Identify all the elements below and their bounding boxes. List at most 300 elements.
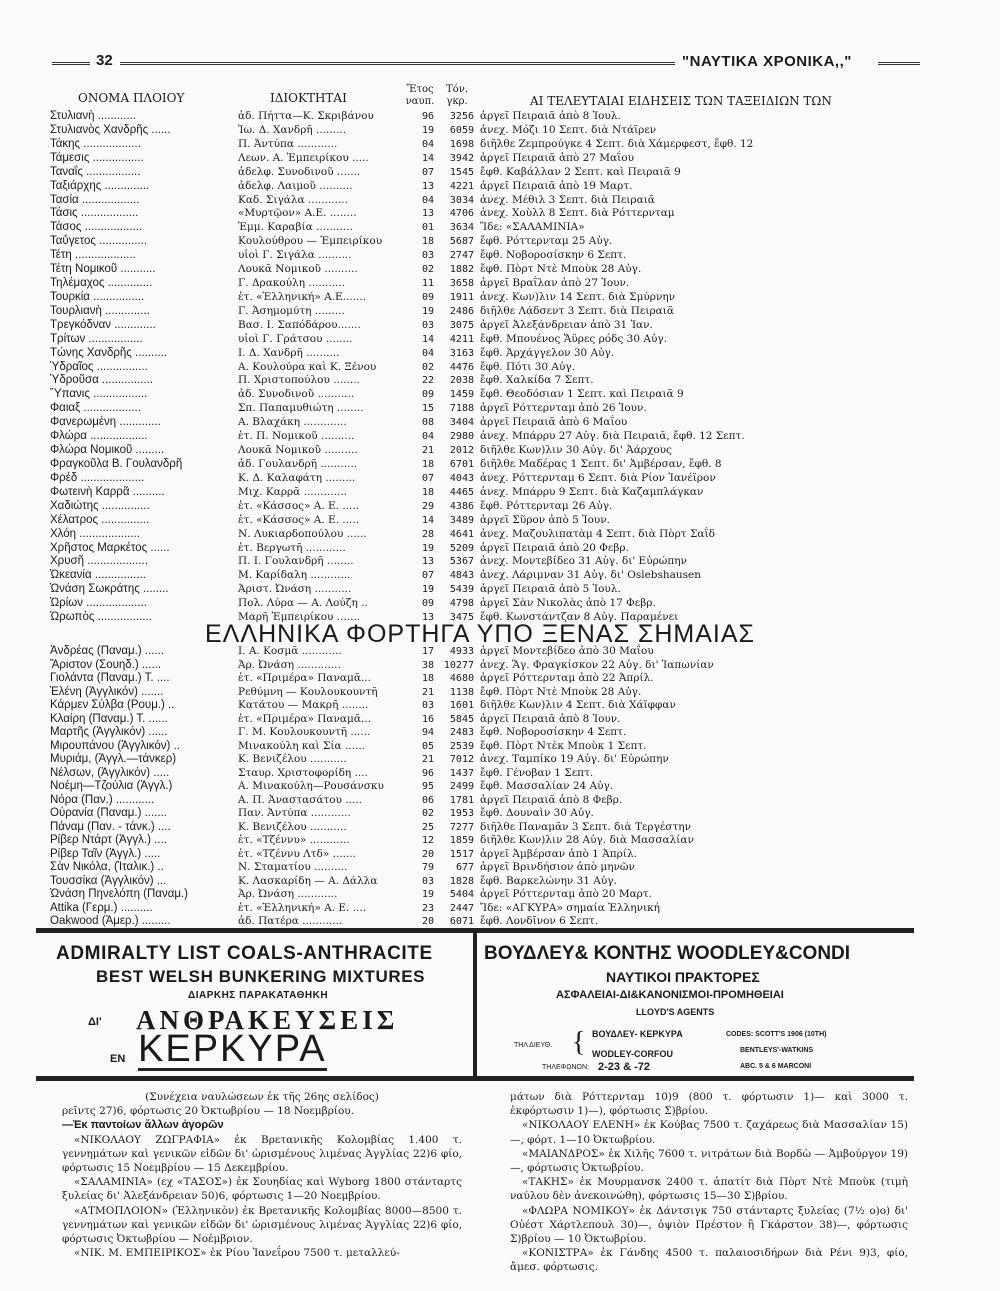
ship-news: ἀργεῖ Πειραιᾶ ἀπὸ 8 Ἰουλ. (480, 110, 621, 122)
ship-name: Τουσσίκα (Ἀγγλικόν) ... (50, 874, 167, 887)
ship-year: 03 (421, 700, 434, 711)
ship-year: 09 (421, 291, 434, 303)
table-row (0, 373, 1000, 388)
table-row (0, 568, 1000, 583)
ship-news: ἀργεῖ Βρινδήσιον ἀπὸ μηνῶν (480, 861, 635, 873)
ship-tons: 3475 (449, 612, 474, 624)
ship-owner: ἑτ. Π. Νομικοῦ .......... (238, 430, 355, 443)
ship-news: ἀργεῖ Ρόττερνταμ ἀπὸ 22 Ἀπρίλ. (480, 672, 654, 684)
ship-owner: ἀδ. Συνοδινοῦ ........... (238, 388, 355, 401)
table-row (0, 109, 1000, 124)
ship-owner: Ἐμμ. Καραβία ........... (238, 221, 353, 234)
ship-year: 19 (421, 584, 434, 596)
ship-name: Μιρουπάνου (Ἀγγλικόν) .. (50, 739, 180, 752)
table-row (0, 596, 1000, 611)
table-row (0, 415, 1000, 430)
ship-news: ἔφθ. Νοβοροσίσκην 6 Σεπτ. (480, 249, 627, 262)
table-row (0, 443, 1000, 458)
ship-name: Ὠνάση Πηνελόπη (Παναμ.) (50, 888, 188, 900)
table-row (0, 165, 1000, 180)
ship-owner: Μινακούλη καὶ Σία ...... (238, 739, 365, 752)
ship-year: 18 (421, 236, 434, 248)
ship-name: Τασία .................. (50, 193, 140, 206)
ad-phone: 2-23 & -72 (598, 1061, 650, 1073)
ship-name: Ὡρωπὸς ................. (50, 611, 152, 624)
table-row (0, 485, 1000, 500)
ship-owner: ἑτ. «Τζέννυ Λτδ» ....... (238, 847, 357, 860)
ship-name: Φλώρα .................. (50, 430, 148, 443)
ship-tons: 3034 (449, 194, 474, 206)
ad-divider (473, 933, 477, 1076)
table-row (0, 248, 1000, 263)
ship-tons: 3942 (449, 152, 474, 164)
ship-name: Γιολάντα (Παναμ.) Τ. .... (50, 672, 170, 684)
ship-news: ἀργεῖ Σῦρον ἀπὸ 5 Ἰουν. (480, 513, 611, 526)
ad-codes-2: BENTLEYS'-WATKINS (740, 1047, 814, 1054)
ship-year: 21 (421, 445, 434, 457)
ship-year: 03 (421, 250, 434, 262)
table-row (0, 276, 1000, 291)
ship-year: 04 (421, 431, 434, 443)
ship-owner: ἑτ. Βεργωτῆ ............ (238, 541, 346, 554)
ship-year: 19 (421, 889, 434, 900)
ship-news: ἀνεχ. Λάριμναν 31 Αὐγ. δι' Oslebshausen (480, 569, 702, 582)
table-row (0, 554, 1000, 569)
ship-year: 03 (421, 319, 434, 331)
ship-tons: 4043 (449, 472, 474, 484)
table-row (0, 457, 1000, 472)
ship-name: Ὑδροῦσα ................ (50, 374, 154, 387)
ship-owner: Κ. Λασκαρίδη — Α. Δάλλα (238, 874, 378, 887)
ship-tons: 7277 (449, 821, 474, 833)
table-row (0, 429, 1000, 444)
ship-year: 18 (421, 486, 434, 498)
ship-tons: 1828 (449, 875, 474, 887)
ship-owner: Ἀριστ. Ὠνάση ........... (238, 583, 352, 596)
ship-year: 19 (421, 124, 434, 136)
article-right-p4: «ΤΑΚΗΣ» ἐκ Μουρμανσκ 2400 τ. ἀπατίτ διὰ Πὸρτ Ντὲ Μποὺκ (τιμὴ ναύλου δὲν ἀνεκοινώθη), φόρτωσις 15—30 Σ)βρίου. (510, 1176, 908, 1203)
ship-owner: υἱοὶ Γ. Γράτσου ........ (238, 332, 353, 345)
ship-owner: Α. Βλαχάκη ............. (238, 416, 347, 429)
ship-name: Τάμεσις ................ (50, 151, 144, 164)
ship-name: Νόρα (Παν.) ............ (50, 793, 155, 806)
ship-year: 07 (421, 570, 434, 582)
ship-news: ἀργεῖ Ρόττερνταμ ἀπὸ 26 Ἰουν. (480, 402, 647, 415)
ship-year: 94 (421, 727, 434, 738)
ship-year: 02 (421, 808, 434, 819)
ad-address-2: WODLEY-CORFOU (592, 1049, 673, 1059)
article-right-p6: «ΚΟΝΙΣΤΡΑ» ἐκ Γάνδης 4500 τ. παλαιοσιδήρων διὰ Ρένι 9)3, φίο, ἄμεσ. φόρτωσις. (510, 1247, 908, 1274)
table-row (0, 137, 1000, 152)
ship-owner: Κατάτου — Μακρῆ ........ (238, 699, 369, 711)
ship-year: 09 (421, 389, 434, 401)
page-number: 32 (96, 52, 113, 69)
ship-tons: 1698 (449, 138, 474, 150)
ship-name: Σὰν Νικόλα, (Ἰταλικ.) .. (50, 861, 164, 873)
ship-name: Τουρλιανὴ .............. (50, 304, 150, 317)
col-header-year-line2: ναυπ. (405, 96, 435, 107)
ship-name: Τρίτων ................. (50, 332, 143, 345)
header-rule-left (52, 62, 90, 65)
ship-owner: ἀδελφ. Λαιμοῦ .......... (238, 179, 353, 192)
ship-year: 96 (421, 111, 434, 122)
ship-tons: 3163 (449, 347, 474, 359)
ad-admiralty-line1: ADMIRALTY LIST COALS-ANTHRACITE (56, 943, 433, 964)
ship-tons: 5439 (449, 584, 474, 596)
ship-year: 95 (421, 781, 434, 792)
ship-tons: 2012 (449, 445, 474, 457)
ship-news: ἀνεχ. Μπάρρυ 9 Σεπτ. διὰ Καζαμπλάγκαν (480, 485, 704, 498)
ship-owner: Γ. Μ. Κουλουκουντῆ ...... (238, 726, 371, 738)
ship-owner: Κουλούθρου — Ἐμπειρίκου (238, 235, 383, 248)
ship-year: 13 (421, 612, 434, 624)
ship-news: ἔφθ. Ἀρχάγγελον 30 Αὐγ. (480, 346, 615, 359)
ship-year: 04 (421, 138, 434, 150)
ship-news: ἔφθ. Πὸρτ Ντὲ Μποὺκ 28 Αὐγ. (480, 685, 642, 698)
ship-year: 28 (421, 528, 434, 540)
ship-name: Φαιαξ .................. (50, 402, 141, 415)
ship-name: Στυλιανὴ ............ (50, 110, 137, 122)
ship-name: Ὠκεανία ................ (50, 569, 146, 582)
ship-owner: Σπ. Παπαμυθιώτη ........ (238, 402, 364, 415)
ship-name: Πάναμ (Παν. - τάνκ.) .... (50, 820, 171, 833)
ship-news: ἔφθ. Λονδῖνον 6 Σεπτ. (480, 915, 599, 927)
ship-year: 02 (421, 264, 434, 276)
ad-kerkyra: ΚΕΡΚΥΡΑ (138, 1028, 327, 1070)
ship-year: 14 (421, 152, 434, 164)
ship-name: Τέτη Νομικοῦ ........... (50, 263, 156, 276)
ship-tons: 2483 (449, 727, 474, 738)
ship-name: Τρεγκόδναν ............. (50, 318, 156, 331)
table-row (0, 914, 1000, 929)
article-right-p3: «ΜΑΙΑΝΔΡΟΣ» ἐκ Χιλῆς 7600 τ. νιτράτων διὰ Βορδὼ — Ἀμβούργον 19)—, φόρτωσις Ὀκτωβρίου. (510, 1147, 908, 1175)
ship-owner: ἀδ. Πατέρα ............ (238, 915, 343, 927)
ship-tons: 7188 (449, 403, 474, 415)
table-row (0, 401, 1000, 416)
header-rule-center (120, 62, 675, 65)
ship-year: 16 (421, 713, 434, 725)
ship-year: 96 (421, 767, 434, 779)
ship-news: Ἴδε: «ΑΓΚΥΡΑ» σημαία Ἑλληνική (480, 901, 660, 914)
ship-owner: ἑτ. «Τζέννυ» ............ (238, 834, 350, 846)
ship-name: Ρίβερ Ταῖν (Ἀγγλ.) ..... (50, 847, 161, 860)
article-right-column (510, 1090, 908, 1275)
ship-news: ἔφθ. Δουναὶν 30 Αὐγ. (480, 807, 594, 819)
ship-news: ἔφθ. Πὸρτ Ντὲκ Μποὺκ 1 Σεπτ. (480, 739, 647, 752)
ship-owner: Ν. Σταματίου .......... (238, 861, 348, 873)
table-row (0, 220, 1000, 235)
ship-year: 04 (421, 347, 434, 359)
ship-name: Τάσις .................. (50, 207, 139, 220)
ship-name: Τηλέμαχος .............. (50, 277, 153, 290)
ship-owner: Γ. Ἀσημομύτη ......... (238, 304, 345, 317)
masthead: "ΝΑΥΤΙΚΑ ΧΡΟΝΙΚΑ,," (682, 53, 852, 70)
article-left-p5: «ΝΙΚ. Μ. ΕΜΠΕΙΡΙΚΟΣ» ἐκ Ρίου Ἰανεΐρου 7500 τ. μεταλλεύ- (74, 1247, 400, 1260)
ship-name: Μαρτῆς (Ἀγγλικόν) ...... (50, 726, 168, 738)
ship-tons: 1882 (449, 264, 474, 276)
ad-phone-label: ΤΗΛΕΦΩΝΟΝ: (542, 1064, 589, 1071)
advertisement-band (36, 928, 914, 1081)
ad-codes-3: ABC. 5 & 6 MARCONI (740, 1063, 812, 1070)
ship-news: ἀνεχ. Μόζι 10 Σεπτ. διὰ Ντάϊρεν (480, 123, 657, 136)
ship-owner: Π. Ι. Γουλανδρῆ ........ (238, 555, 354, 568)
ship-news: διῆλθε Παναμᾶν 3 Σεπτ. διὰ Τεργέστην (480, 820, 691, 833)
ship-name: Κάρμεν Σύλβα (Ρουμ.) .. (50, 699, 175, 711)
ship-news: ἔφθ. Γένοβαν 1 Σεπτ. (480, 766, 594, 779)
ship-tons: 3489 (449, 514, 474, 526)
ship-news: ἀργεῖ Πειραιᾶ ἀπὸ 5 Ἰουλ. (480, 583, 621, 596)
ship-tons: 3256 (449, 111, 474, 122)
table-row (0, 387, 1000, 402)
ship-year: 11 (421, 278, 434, 290)
ship-name: Ὡρίων ................... (50, 597, 147, 610)
ship-tons: 4465 (449, 486, 474, 498)
ship-year: 20 (421, 916, 434, 927)
table-row (0, 193, 1000, 208)
foreign-flag-title: ΕΛΛΗΝΙΚΑ ΦΟΡΤΗΓΑ ΥΠΟ ΞΕΝΑΣ ΣΗΜΑΙΑΣ (205, 620, 755, 648)
ship-news: διῆλθε Κων)λιν 28 Αὐγ. διὰ Μασσαλίαν (480, 834, 694, 846)
table-row (0, 206, 1000, 221)
ship-year: 25 (421, 821, 434, 833)
ship-tons: 4641 (449, 528, 474, 540)
article-right-p2: «ΝΙΚΟΛΑΟΥ ΕΛΕΝΗ» ἐκ Κούβας 7500 τ. ζαχάρεως διὰ Μασσαλίαν 15)—, φόρτ. 1—10 Ὀκτωβρίου. (510, 1119, 908, 1146)
ship-year: 29 (421, 500, 434, 512)
ship-owner: Κ. Δ. Καλαφάτη ......... (238, 471, 356, 484)
ship-name: Ταξιάρχης .............. (50, 179, 150, 192)
ad-brace: { (572, 1027, 586, 1058)
ship-owner: Γ. Δρακούλη ........... (238, 277, 346, 290)
ship-owner: Μαρῆ Ἐμπειρίκου ....... (238, 611, 361, 624)
article-left-p4: «ΑΤΜΟΠΛΟΙΟΝ» (Ἑλληνικὸν) ἐκ Βρετανικῆς Κολομβίας 8000—8500 τ. γεννημάτων καὶ γενικῶν εἰδῶν δι' ὡρισμένους λιμένας Ἀγγλίας 22)6 φίο, φόρτωσις Ὀκτωβρίου — Νοέμβριον. (62, 1204, 462, 1246)
ship-year: 20 (421, 848, 434, 860)
ship-owner: ἑτ. «Κάσσος» Α. Ε. ..... (238, 513, 360, 526)
ship-tons: 3404 (449, 417, 474, 429)
ship-year: 18 (421, 459, 434, 470)
ship-news: ἀργεῖ Πειραιᾶ ἀπὸ 8 Ἰουν. (480, 712, 621, 725)
ship-name: Ταΰγετος ............... (50, 235, 148, 248)
ship-tons: 3634 (449, 222, 474, 234)
ship-year: 04 (421, 194, 434, 206)
ship-name: Στυλιανὸς Χανδρῆς ...... (50, 123, 171, 136)
ship-year: 21 (421, 686, 434, 698)
ship-name: Φωτεινὴ Καρρᾶ .......... (50, 485, 165, 498)
ship-news: ἀργεῖ Ρόττερνταμ ἀπὸ 20 Μαρτ. (480, 888, 653, 900)
ship-owner: «Μυρτῷον» Α.Ε. ........ (238, 207, 357, 220)
ship-name: Φρέδ .................... (50, 471, 145, 484)
ship-tons: 2499 (449, 781, 474, 792)
ship-owner: ἑτ. «Ἑλληνική» Α. Ε. .... (238, 901, 367, 914)
table-row (0, 513, 1000, 528)
ship-year: 18 (421, 673, 434, 684)
ship-year: 15 (421, 403, 434, 415)
ship-year: 17 (421, 646, 434, 657)
ship-year: 07 (421, 472, 434, 484)
ship-name: Χρυσῆ ................... (50, 555, 148, 568)
ad-address-1: ΒΟΥΔΛΕΥ- ΚΕΡΚΥΡΑ (592, 1029, 683, 1039)
ship-tons: 3075 (449, 319, 474, 331)
ship-tons: 5404 (449, 889, 474, 900)
ad-agents: ΝΑΥΤΙΚΟΙ ΠΡΑΚΤΟΡΕΣ (606, 969, 760, 985)
ship-name: Ταναΐς ................. (50, 165, 141, 178)
col-header-year (400, 84, 440, 108)
ship-owner: ἀδ. Πήττα—Κ. Σκριβάνου (238, 110, 374, 122)
ship-tons: 6071 (449, 916, 474, 927)
ship-tons: 2486 (449, 305, 474, 317)
col-header-name: ΟΝΟΜΑ ΠΛΟΙΟΥ (78, 91, 185, 105)
table-row (0, 499, 1000, 514)
ship-tons: 1138 (449, 686, 474, 698)
ship-news: ἔφθ. Βαρκελώνην 31 Αὐγ. (480, 874, 617, 887)
ship-tons: 7012 (449, 754, 474, 765)
article-left-p1: ρεῖντς 27)6, φόρτωσις 20 Ὀκτωβρίου — 18 Νοεμβρίου. (62, 1105, 355, 1118)
ship-name: Oakwood (Ἀμερ.) ......... (50, 915, 171, 927)
ship-name: Ὠνάση Σωκράτης ........ (50, 583, 169, 596)
ad-codes-1: CODES: SCOTT'S 1906 (10TH) (726, 1031, 827, 1038)
ship-news: ἔφθ. Νοβοροσίσκην 4 Σεπτ. (480, 726, 627, 738)
ship-year: 02 (421, 361, 434, 373)
ship-owner: Ρεθύμνη — Κουλουκουντῆ (238, 685, 378, 698)
ship-tons: 5209 (449, 542, 474, 554)
ship-news: ἔφθ. Πὸρτ Ντὲ Μποὺκ 28 Αὐγ. (480, 263, 642, 276)
ship-tons: 4798 (449, 598, 474, 610)
ship-tons: 2747 (449, 250, 474, 262)
ship-tons: 4706 (449, 208, 474, 220)
ship-owner: Κ. Βενιζέλου ........... (238, 753, 347, 765)
ship-owner: Π. Χριστοπούλου ........ (238, 374, 360, 387)
ship-name: Χαδιώτης ............... (50, 499, 150, 512)
ship-owner: Ν. Λυκιαρδοπούλου ...... (238, 527, 367, 540)
ship-owner: Α. Μινακούλη—Ρουσάνσκυ (238, 780, 384, 792)
ship-news: ἀργεῖ Βραΐλαν ἀπὸ 27 Ἰουν. (480, 277, 630, 290)
ship-tons: 1781 (449, 794, 474, 806)
ship-tons: 1911 (449, 291, 474, 303)
ship-news: ἀργεῖ Πειραιᾶ ἀπὸ 6 Μαΐου (480, 416, 628, 429)
ship-name: Ἄριστον (Σουηδ.) ...... (50, 658, 162, 671)
ship-tons: 3658 (449, 278, 474, 290)
ship-name: Νοέμη—Τζούλια (Ἀγγλ.) (50, 780, 173, 792)
ship-news: Ἴδε: «ΣΑΛΑΜΙΝΙΑ» (480, 221, 585, 234)
ship-owner: Ἀρ. Ὠνάση ............ (238, 888, 338, 900)
ship-tons: 4843 (449, 570, 474, 582)
ship-year: 79 (421, 862, 434, 873)
ad-anthrakeuseis: ΑΝΘΡΑΚΕΥΣΕΙΣ (136, 1005, 399, 1035)
ship-owner: Λουκᾶ Νομικοῦ .......... (238, 263, 358, 276)
ship-tons: 6059 (449, 124, 474, 136)
ship-news: ἀνεχ. Ρόττερνταμ 6 Σεπτ. διὰ Ρίον Ἰανέϊρον (480, 471, 716, 484)
ship-tons: 5367 (449, 556, 474, 568)
ad-en-label: ΕΝ (110, 1053, 126, 1065)
ship-news: ἀνεχ. Μαζουλιπατὰμ 4 Σεπτ. διὰ Πὸρτ Σαΐδ (480, 527, 715, 540)
ship-news: ἀνεχ. Ἅγ. Φραγκίσκον 22 Αὐγ. δι' Ἰαπωνίαν (480, 658, 714, 671)
ship-tons: 677 (455, 862, 474, 873)
article-right-p5: «ΦΛΩΡΑ ΝΟΜΙΚΟΥ» ἐκ Δάντσιγκ 750 στάνταρτς ξυλείας (7½ ο)ο) δι' Οὐέστ Χάρτλεπουλ 30)—, ὀψιὸν Πρέστον ἢ Γκάρστον 38)—, φόρτωσις Σ)βρίου — 10 Ὀκτωβρίου. (510, 1204, 908, 1246)
ship-year: 23 (421, 902, 434, 914)
ship-name: Φανερωμένη ............. (50, 416, 161, 429)
ship-tons: 4386 (449, 500, 474, 512)
ship-news: ἀργεῖ Σὰν Νικολὰς ἀπὸ 17 Φεβρ. (480, 597, 656, 610)
ship-name: Τουρκία ................ (50, 290, 145, 303)
ship-owner: Κ. Βενιζέλου ........... (238, 820, 347, 833)
article-left-column (62, 1090, 462, 1260)
ship-owner: Μιχ. Καρρᾶ ............. (238, 485, 348, 498)
ad-admiralty-line2: BEST WELSH BUNKERING MIXTURES (96, 967, 426, 986)
article-right-p1: μάτων διὰ Ρόττερνταμ 10)9 (800 τ. φόρτωσιν 1)— καὶ 3000 τ. ἐκφόρτωσιν 1)—), φόρτωσις Σ)βρίου. (510, 1091, 908, 1118)
ship-tons: 2539 (449, 740, 474, 752)
ship-news: ἀργεῖ Πειραιᾶ ἀπὸ 19 Μαρτ. (480, 179, 633, 192)
ad-services: ΑΣΦΑΛΕΙΑΙ-ΔΙ&ΚΑΝΟΝΙΣΜΟΙ-ΠΡΟΜΗΘΕΙΑΙ (556, 989, 784, 1001)
table-row (0, 234, 1000, 249)
ship-owner: ἑτ. «Πριμέρα» Παναμᾶ... (238, 712, 371, 725)
ship-owner: ἑτ. «Ἑλληνική» Α.Ε....... (238, 290, 367, 303)
ship-owner: Ἰω. Δ. Χανδρῆ ......... (238, 123, 347, 136)
ship-news: ἀργεῖ Ἀλεξάνδρειαν ἀπὸ 31 Ἰαν. (480, 318, 653, 331)
table-row (0, 304, 1000, 319)
ship-name: Ρίβερ Ντάρτ (Ἀγγλ.) .... (50, 834, 167, 846)
table-row (0, 290, 1000, 305)
ship-owner: Πολ. Λύρα — Α. Λούζη .. (238, 597, 368, 610)
ship-name: Τέτη ................... (50, 249, 136, 262)
ship-name: Χρῆστος Μαρκέτος ...... (50, 541, 170, 554)
ship-year: 05 (421, 740, 434, 752)
ship-owner: Παν. Ἀντύπα ............ (238, 807, 351, 819)
ship-year: 13 (421, 556, 434, 568)
ship-news: ἔφθ. Καβάλλαν 2 Σεπτ. καὶ Πειραιᾶ 9 (480, 165, 681, 178)
ship-year: 01 (421, 222, 434, 234)
ship-tons: 2038 (449, 375, 474, 387)
ship-news: ἀνεχ. Ταμπίκο 19 Αὐγ. δι' Εὐρώπην (480, 753, 669, 765)
table-row (0, 582, 1000, 597)
ship-year: 14 (421, 514, 434, 526)
ad-woodley-title: ΒΟΥΔΛΕΥ& ΚΟΝΤΗΣ WOODLEY&CONDI (484, 943, 851, 964)
ship-name: Ὑδραῖος ................ (50, 360, 148, 373)
ship-owner: Μ. Καρίδαλη ............ (238, 569, 351, 582)
ship-name: Μυριάμ, (Ἀγγλ.—τάνκερ) (50, 753, 177, 765)
ship-tons: 1545 (449, 166, 474, 178)
ship-year: 14 (421, 333, 434, 345)
ship-name: Χλόη ................... (50, 527, 140, 540)
ship-tons: 1437 (449, 767, 474, 779)
ship-name: Τώνης Χανδρῆς .......... (50, 346, 167, 359)
ship-name: Ὕπανις ................. (50, 388, 148, 401)
ship-year: 21 (421, 754, 434, 765)
ship-news: ἀργεῖ Πειραιᾶ ἀπὸ 20 Φεβρ. (480, 541, 629, 554)
ship-name: Οὐρανία (Παναμ.) ....... (50, 807, 167, 819)
ship-year: 13 (421, 180, 434, 192)
ship-news: ἔφθ. Πότι 30 Αὐγ. (480, 360, 576, 373)
header-rule-right (878, 62, 920, 65)
ship-year: 19 (421, 542, 434, 554)
ad-tel-label: ΤΗΛ ΔΙΕΥΘ. (514, 1042, 553, 1049)
ship-news: ἔφθ. Ρόττερνταμ 25 Αὐγ. (480, 235, 613, 248)
ship-tons: 4211 (449, 333, 474, 345)
ship-owner: Ἀρ. Ὠνάση ............. (238, 658, 341, 671)
ship-news: ἔφθ. Θεοδόσιαν 1 Σεπτ. καὶ Πειραιᾶ 9 (480, 388, 684, 401)
ship-tons: 4221 (449, 180, 474, 192)
ship-tons: 6701 (449, 459, 474, 470)
ship-tons: 1601 (449, 700, 474, 711)
ship-name: Τάσος .................. (50, 221, 143, 234)
ship-name: Attika (Γερμ.) .......... (50, 901, 153, 914)
ship-year: 19 (421, 305, 434, 317)
ship-news: ἔφθ. Μπουένος Ἄϋρες ρόδς 30 Αὐγ. (480, 332, 667, 345)
ship-year: 03 (421, 875, 434, 887)
table-row (0, 262, 1000, 277)
article-continued-note: (Συνέχεια ναυλώσεων ἐκ τῆς 26ης σελίδος) (145, 1091, 379, 1103)
ship-year: 06 (421, 794, 434, 806)
ship-tons: 10277 (443, 659, 474, 671)
ship-owner: Ι. Α. Κοσμᾶ ............ (238, 645, 342, 657)
table-row (0, 332, 1000, 347)
